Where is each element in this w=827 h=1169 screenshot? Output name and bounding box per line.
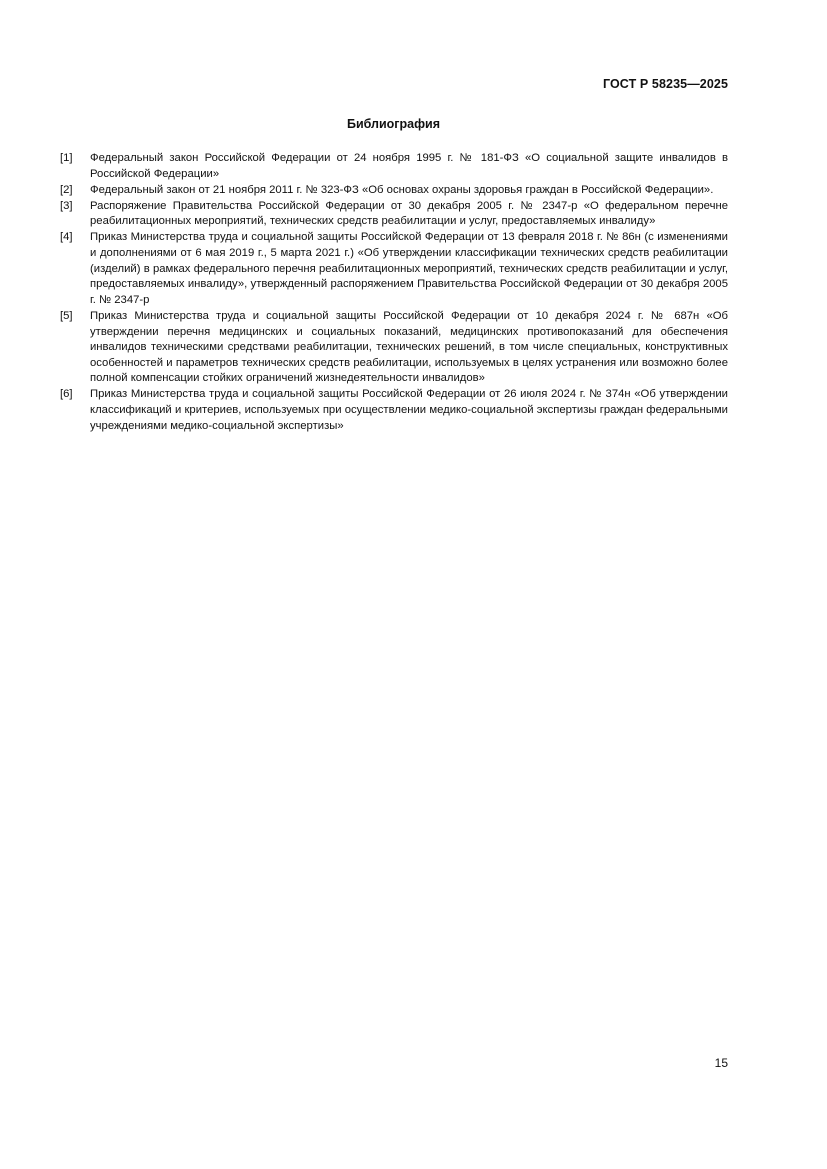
entry-text: Приказ Министерства труда и социальной защиты Российской Федерации от 26 июля 2024 г. № 374н «Об утверждении классификаций и критериев, используемых при осуществлении медико-социальной экспертизы граждан федеральными учреждениями медико-социальной экспертизы»	[90, 388, 728, 432]
bibliography-entry	[60, 230, 728, 308]
bibliography-title: Библиография	[346, 117, 441, 131]
entry-text: Приказ Министерства труда и социальной защиты Российской Федерации от 13 февраля 2018 г. № 86н (с изменениями и дополнениями от 6 мая 2019 г., 5 марта 2021 г.) «Об утверждении классификации технических средств реабилитации (изделий) в рамках федерального перечня реабилитационных мероприятий, технических средств реабилитации и услуг, предоставляемых инвалиду», утвержденный распоряжением Правительства Российской Федерации от 30 декабря 2005 г. № 2347-р	[90, 231, 728, 306]
entry-number: [2]	[60, 183, 73, 196]
bibliography-entry	[60, 199, 728, 230]
entry-number: [5]	[60, 309, 73, 322]
entry-text: Приказ Министерства труда и социальной защиты Российской Федерации от 10 декабря 2024 г. № 687н «Об утверждении перечня медицинских и социальных показаний, медицинских противопоказаний для обеспечения инвалидов техническими средствами реабилитации, технических решений, в том числе специальных, конструктивных особенностей и параметров технических средств реабилитации, используемых в целях устранения или возможно более полной компенсации стойких ограничений жизнедеятельности инвалидов»	[90, 309, 728, 385]
bibliography-entry	[60, 309, 728, 387]
bibliography-list	[60, 151, 728, 435]
entry-text: Федеральный закон Российской Федерации от 24 ноября 1995 г. № 181-ФЗ «О социальной защите инвалидов в Российской Федерации»	[90, 152, 728, 180]
bibliography-entry	[60, 387, 728, 434]
entry-number: [3]	[60, 199, 73, 212]
page-number: 15	[714, 1056, 728, 1070]
entry-number: [1]	[60, 152, 73, 164]
bibliography-entry	[60, 151, 728, 182]
document-code-header: ГОСТ Р 58235—2025	[602, 77, 728, 91]
entry-text: Федеральный закон от 21 ноября 2011 г. № 323-ФЗ «Об основах охраны здоровья граждан в Российской Федерации».	[90, 183, 714, 196]
bibliography-entry	[60, 183, 728, 199]
entry-number: [6]	[60, 388, 73, 401]
entry-text: Распоряжение Правительства Российской Федерации от 30 декабря 2005 г. № 2347-р «О федеральном перечне реабилитационных мероприятий, технических средств реабилитации и услуг, предоставляемых инвалиду»	[90, 199, 728, 228]
entry-number: [4]	[60, 231, 73, 244]
